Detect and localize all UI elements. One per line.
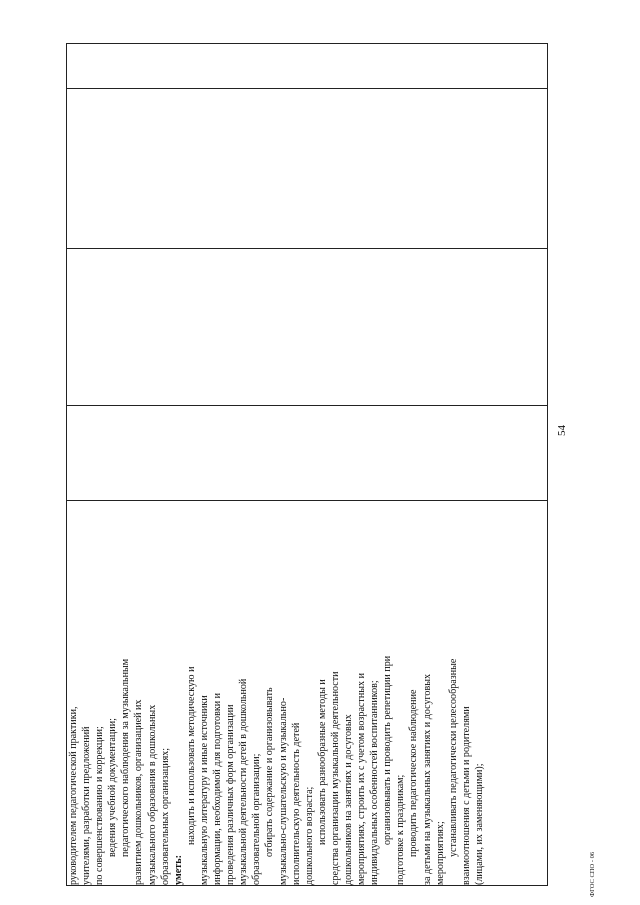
text-line: музыкальной деятельности детей в дошкольной [238, 678, 250, 885]
text-line: проводить педагогическое наблюдение [408, 689, 420, 857]
text-line: развитием дошкольников, организацией их [133, 699, 145, 885]
content-grid [66, 43, 548, 886]
text-line: индивидуальных особенностей воспитанников; [369, 680, 381, 885]
text-line: учителями, разработки предложений [81, 726, 93, 885]
text-line: находить и использовать методическую и [185, 666, 197, 845]
text-line: подготовке к праздникам; [395, 774, 407, 885]
text-line: отбирать содержание и организовывать [264, 687, 276, 857]
text-line: средства организации музыкальной деятельности [329, 671, 341, 885]
text-line: за детьми на музыкальных занятиях и досуговых [421, 673, 433, 885]
text-line: использовать разнообразные методы и [316, 679, 328, 845]
text-line: дошкольников на занятиях и досуговых [342, 714, 354, 885]
empty-cell-2 [67, 406, 548, 501]
text-line: педагогического наблюдения за музыкальным [120, 658, 132, 857]
text-line: ведения учебной документации; [107, 718, 119, 857]
text-line: организовывать и проводить репетиции при [382, 655, 394, 845]
text-line: проведения различных форм организации [225, 704, 237, 885]
text-line: (лицами, их заменяющими); [473, 763, 485, 885]
competency-description-cell [67, 501, 548, 886]
empty-cell-5 [67, 44, 548, 89]
text-line: мероприятиях; [434, 821, 446, 885]
text-line: музыкального образования в дошкольных [146, 704, 158, 885]
description-text [67, 501, 486, 885]
text-line: информации, необходимой для подготовки и [212, 692, 224, 885]
empty-cell-3 [67, 249, 548, 406]
document-footer: ФГОС СПО - 06 [589, 851, 596, 897]
text-line: образовательных организациях; [159, 747, 171, 885]
text-line: устанавливать педагогически целесообразные [447, 658, 459, 857]
page-number: 54 [556, 425, 568, 436]
text-line: взаимоотношения с детьми и родителями [460, 706, 472, 885]
text-line: исполнительскую деятельность детей [290, 722, 302, 885]
text-line: музыкальную литературу и иные источники [198, 695, 210, 885]
text-line: музыкально-слушательскую и музыкально- [277, 697, 289, 885]
text-line: дошкольного возраста; [303, 786, 315, 885]
empty-cell-4 [67, 89, 548, 249]
text-line: уметь: [172, 855, 184, 885]
standard-table [66, 44, 548, 886]
text-line: образовательной организации; [251, 753, 263, 885]
text-line: мероприятиях, строить их с учетом возрастных и [356, 673, 368, 885]
text-line: по совершенствованию и коррекции; [94, 726, 106, 885]
text-line: руководителем педагогической практики, [68, 706, 79, 885]
